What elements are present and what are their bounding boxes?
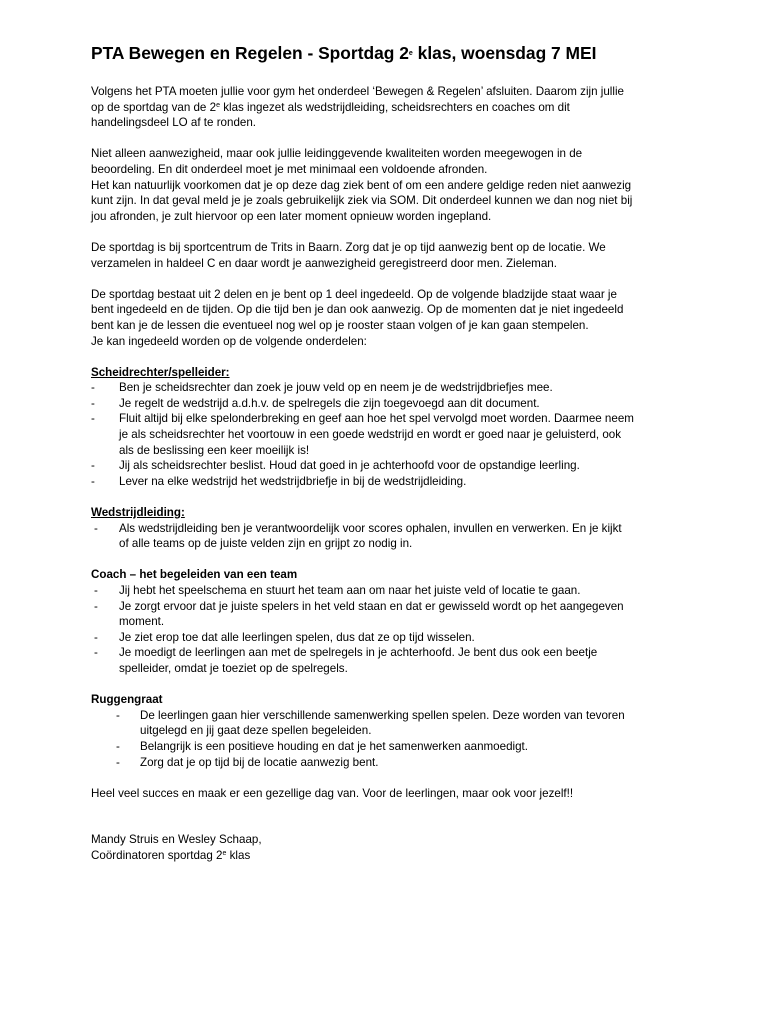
list-item: - Jij als scheidsrechter beslist. Houd dat goed in je achterhoofd voor de opstandige leerling.	[91, 459, 580, 473]
dash-bullet: -	[91, 412, 95, 426]
list-item: - Fluit altijd bij elke spelonderbreking en geef aan hoe het spel vervolgd moet worden. Daarmee neem je als scheidsrechter het voortouw in een goede wedstrijd en wordt er goed naar je geluisterd, ook als de beslissing een keer moeilijk is!	[91, 412, 634, 457]
paragraph-line: handelingsdeel LO af te ronden.	[91, 116, 257, 130]
paragraph-line: De sportdag is bij sportcentrum de Trits in Baarn. Zorg dat je op tijd aanwezig bent op de locatie. We	[91, 240, 606, 254]
paragraph-line: Je kan ingedeeld worden op de volgende onderdelen:	[91, 334, 367, 348]
document-title: PTA Bewegen en Regelen - Sportdag 2e klas, woensdag 7 MEI	[91, 43, 597, 63]
paragraph-line: jou afronden, je zult hiervoor op een later moment opnieuw worden ingepland.	[91, 209, 492, 223]
list-item: - Lever na elke wedstrijd het wedstrijdbriefje in bij de wedstrijdleiding.	[91, 474, 467, 488]
paragraph-line: kunt zijn. In dat geval meld je je zoals gebruikelijk ziek via SOM. Dit onderdeel kunnen we dan nog niet bij	[91, 194, 633, 208]
bullet-list	[91, 521, 691, 552]
signature-names: Mandy Struis en Wesley Schaap,	[91, 833, 262, 847]
paragraph-line: bent kan je de lessen die eventueel nog wel op je rooster staan volgen of je kan gaan stempelen.	[91, 318, 589, 332]
dash-bullet: -	[91, 396, 95, 410]
paragraph-line: op de sportdag van de 2e klas ingezet als wedstrijdleiding, scheidsrechters en coaches om dit	[91, 100, 570, 114]
section-heading: Wedstrijdleiding:	[91, 506, 185, 520]
dash-bullet: -	[116, 708, 120, 722]
section-heading: Coach – het begeleiden van een team	[91, 568, 298, 582]
paragraph-line: De sportdag bestaat uit 2 delen en je bent op 1 deel ingedeeld. Op de volgende bladzijde staat waar je	[91, 287, 617, 301]
section-heading: Ruggengraat	[91, 693, 163, 707]
section-heading: Scheidrechter/spelleider:	[91, 365, 230, 379]
paragraph-line: verzamelen in haldeel C en daar wordt je aanwezigheid geregistreerd door men. Zieleman.	[91, 256, 557, 270]
paragraph-assessment	[91, 146, 691, 224]
document-page	[91, 42, 691, 864]
paragraph-schedule	[91, 287, 691, 349]
list-item: - Belangrijk is een positieve houding en dat je het samenwerken aanmoedigt.	[116, 739, 528, 753]
paragraph-line: Het kan natuurlijk voorkomen dat je op deze dag ziek bent of om een andere geldige reden niet aanwezig	[91, 178, 632, 192]
paragraph-line: beoordeling. En dit onderdeel moet je met minimaal een voldoende afronden.	[91, 162, 488, 176]
section-coach	[91, 567, 691, 676]
paragraph-line: bent ingedeeld en de tijden. Op die tijd ben je dan ook aanwezig. Op de momenten dat je niet ingedeeld	[91, 303, 624, 317]
bullet-list	[91, 380, 691, 489]
list-item: - Als wedstrijdleiding ben je verantwoordelijk voor scores ophalen, invullen en verwerken. En je kijkt of alle teams op de juiste velden zijn en grijpt zo nodig in.	[94, 521, 622, 551]
dash-bullet: -	[94, 584, 98, 597]
list-item: - De leerlingen gaan hier verschillende samenwerking spellen spelen. Deze worden van tevoren uitgelegd en jij gaat deze spellen begeleiden.	[116, 708, 625, 738]
dash-bullet: -	[116, 755, 120, 769]
section-referee	[91, 365, 691, 490]
bullet-list	[91, 708, 691, 770]
signature-block	[91, 832, 691, 863]
dash-bullet: -	[94, 599, 98, 613]
signature-role: Coördinatoren sportdag 2e klas	[91, 848, 251, 862]
dash-bullet: -	[91, 381, 95, 395]
paragraph-line: Niet alleen aanwezigheid, maar ook jullie leidinggevende kwaliteiten worden meegewogen in de	[91, 147, 583, 161]
list-item: - Je regelt de wedstrijd a.d.h.v. de spelregels die zijn toegevoegd aan dit document.	[91, 396, 540, 410]
dash-bullet: -	[91, 459, 95, 473]
bullet-list	[91, 583, 691, 677]
list-item: - Zorg dat je op tijd bij de locatie aanwezig bent.	[116, 755, 379, 769]
list-item: - Je zorgt ervoor dat je juiste spelers in het veld staan en dat er gewisseld wordt op het aangegeven moment.	[94, 599, 624, 629]
paragraph-intro	[91, 84, 691, 131]
section-ruggengraat	[91, 692, 691, 770]
list-item: - Je moedigt de leerlingen aan met de spelregels in je achterhoofd. Je bent dus ook een beetje spelleider, omdat je toeziet op de spelregels.	[94, 646, 598, 675]
dash-bullet: -	[116, 739, 120, 753]
paragraph-line: Volgens het PTA moeten jullie voor gym het onderdeel ‘Bewegen & Regelen’ afsluiten. Daarom zijn jullie	[91, 85, 624, 98]
section-match-management	[91, 505, 691, 552]
dash-bullet: -	[94, 521, 98, 535]
dash-bullet: -	[94, 646, 98, 660]
list-item: - Je ziet erop toe dat alle leerlingen spelen, dus dat ze op tijd wisselen.	[94, 630, 475, 644]
dash-bullet: -	[91, 474, 95, 488]
closing-text: Heel veel succes en maak er een gezellige dag van. Voor de leerlingen, maar ook voor jezelf!!	[91, 786, 574, 800]
paragraph-location	[91, 240, 691, 271]
dash-bullet: -	[94, 630, 98, 644]
list-item: - Jij hebt het speelschema en stuurt het team aan om naar het juiste veld of locatie te gaan.	[94, 584, 581, 597]
list-item: - Ben je scheidsrechter dan zoek je jouw veld op en neem je de wedstrijdbriefjes mee.	[91, 381, 553, 395]
